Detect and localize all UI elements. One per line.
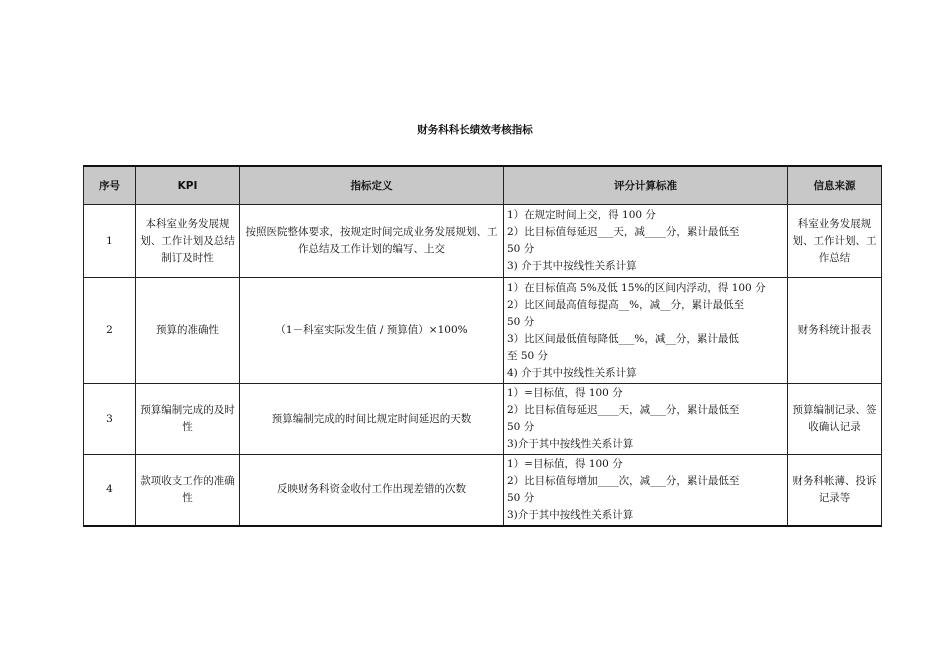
table-row	[84, 278, 882, 384]
header-definition: 指标定义	[240, 166, 504, 205]
cell-kpi: 预算编制完成的及时性	[136, 384, 240, 455]
cell-criteria	[504, 455, 788, 526]
criteria-line: 1）在目标值高 5%及低 15%的区间内浮动，得 100 分	[507, 281, 766, 294]
table-row	[84, 384, 882, 455]
cell-criteria	[504, 278, 788, 384]
criteria-line: 至 50 分	[507, 349, 549, 362]
criteria-line: 2）比目标值每延迟___天，减____分，累计最低至	[507, 226, 740, 238]
cell-definition: 按照医院整体要求，按规定时间完成业务发展规划、工作总结及工作计划的编写、上交	[240, 205, 504, 278]
criteria-line: 4) 介于其中按线性关系计算	[507, 366, 637, 379]
document-title: 财务科科长绩效考核指标	[417, 124, 533, 136]
table-header-row	[84, 166, 882, 205]
criteria-line: 3)介于其中按线性关系计算	[507, 508, 634, 521]
cell-kpi: 本科室业务发展规划、工作计划及总结制订及时性	[136, 205, 240, 278]
cell-criteria	[504, 384, 788, 455]
criteria-line: 2）比区间最高值每提高__%，减__分，累计最低至	[507, 298, 745, 311]
criteria-line: 50 分	[507, 243, 535, 255]
criteria-line: 2）比目标值每延迟____天，减___分，累计最低至	[507, 404, 740, 416]
table-row	[84, 205, 882, 278]
kpi-table	[83, 165, 882, 527]
criteria-line: 50 分	[507, 421, 535, 433]
criteria-line: 3）比区间最低值每降低___%，减__分，累计最低	[507, 332, 739, 345]
criteria-line: 3) 介于其中按线性关系计算	[507, 260, 637, 272]
cell-kpi: 预算的准确性	[136, 278, 240, 384]
criteria-line: 1）在规定时间上交，得 100 分	[507, 209, 656, 221]
header-no: 序号	[84, 166, 136, 205]
criteria-line: 2）比目标值每增加____次，减___分，累计最低至	[507, 474, 740, 487]
criteria-line: 3)介于其中按线性关系计算	[507, 438, 634, 450]
header-source: 信息来源	[788, 166, 882, 205]
criteria-line: 50 分	[507, 491, 535, 504]
cell-criteria	[504, 205, 788, 278]
criteria-line: 1）=目标值，得 100 分	[507, 387, 623, 399]
cell-source: 科室业务发展规划、工作计划、工作总结	[788, 205, 882, 278]
header-kpi: KPI	[136, 166, 240, 205]
cell-source: 财务科帐薄、投诉记录等	[788, 455, 882, 526]
cell-source: 财务科统计报表	[788, 278, 882, 384]
cell-definition: 反映财务科资金收付工作出现差错的次数	[240, 455, 504, 526]
cell-no: 1	[84, 205, 136, 278]
cell-source: 预算编制记录、签收确认记录	[788, 384, 882, 455]
cell-definition: 预算编制完成的时间比规定时间延迟的天数	[240, 384, 504, 455]
table-row	[84, 455, 882, 526]
cell-kpi: 款项收支工作的准确性	[136, 455, 240, 526]
cell-no: 2	[84, 278, 136, 384]
header-criteria: 评分计算标准	[504, 166, 788, 205]
cell-no: 4	[84, 455, 136, 526]
criteria-line: 1）=目标值，得 100 分	[507, 457, 623, 470]
cell-no: 3	[84, 384, 136, 455]
cell-definition: （1－科室实际发生值 / 预算值）×100%	[240, 278, 504, 384]
criteria-line: 50 分	[507, 315, 535, 328]
